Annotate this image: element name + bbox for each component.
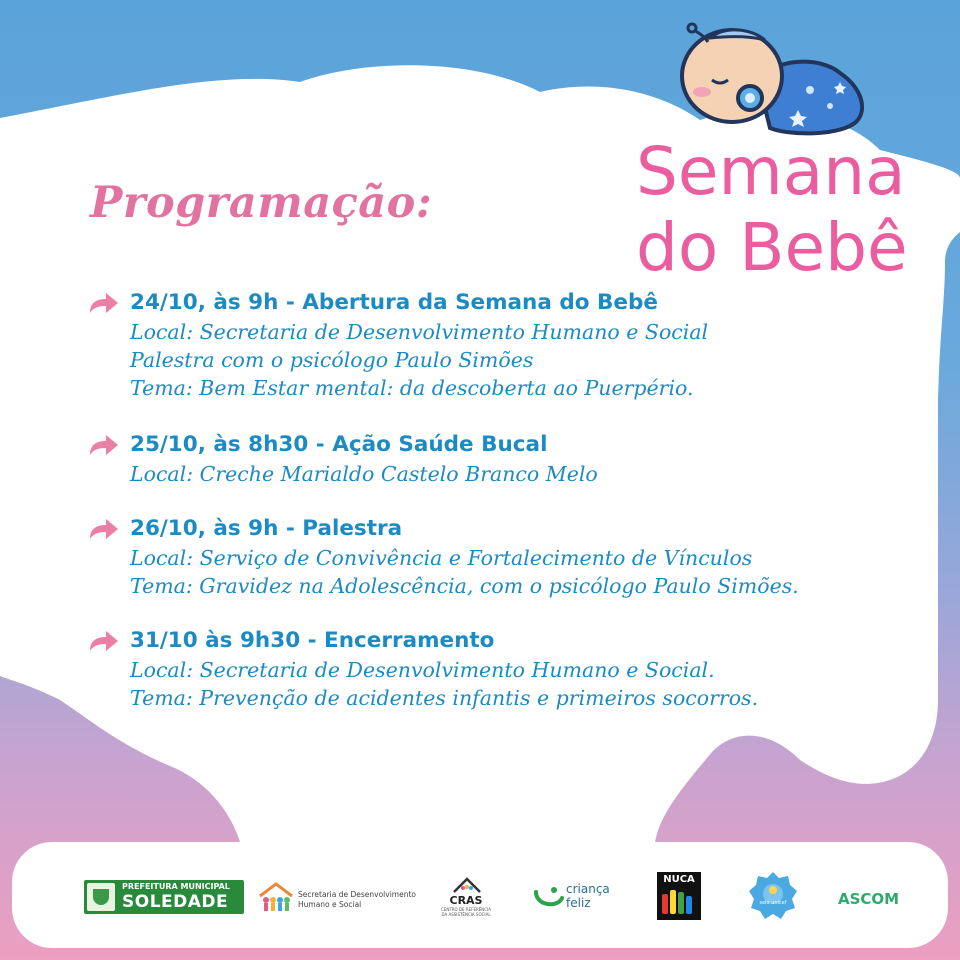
crianca-line-1: criança (566, 882, 610, 896)
event-heading: 24/10, às 9h - Abertura da Semana do Bebê (130, 290, 658, 315)
event-detail: Tema: Gravidez na Adolescência, com o psicólogo Paulo Simões. (130, 574, 799, 598)
footer-logos-bar (12, 842, 948, 948)
prefeitura-soledade-logo (84, 880, 244, 914)
sleeping-baby-illustration (680, 18, 880, 138)
crianca-feliz-logo (532, 880, 622, 914)
event-heading: 31/10 às 9h30 - Encerramento (130, 628, 495, 653)
house-icon (452, 876, 482, 894)
prefeitura-name: SOLEDADE (122, 892, 229, 912)
house-family-icon (258, 882, 294, 914)
cras-sub-2: DA ASSISTÊNCIA SOCIAL (441, 912, 491, 917)
event-detail: Local: Serviço de Convivência e Fortalecimento de Vínculos (130, 546, 753, 570)
cras-sub-1: CENTRO DE REFERÊNCIA (441, 907, 491, 912)
arrow-icon (88, 433, 120, 457)
nuca-label: NUCA (663, 874, 695, 885)
event-item (88, 514, 938, 600)
arrow-icon (88, 629, 120, 653)
coat-of-arms-icon (87, 883, 115, 911)
ascom-logo: ASCOM (838, 890, 900, 908)
selo-unicef-logo (748, 870, 798, 920)
event-heading: 26/10, às 9h - Palestra (130, 516, 403, 541)
crianca-feliz-text (566, 882, 610, 910)
event-detail: Tema: Prevenção de acidentes infantis e primeiros socorros. (130, 686, 759, 710)
event-detail: Local: Secretaria de Desenvolvimento Humano e Social. (130, 658, 715, 682)
brand-line-2: do Bebê (636, 209, 908, 286)
event-brand-title (636, 134, 936, 286)
selo-unicef-label: selo unicef (759, 900, 787, 906)
page-title: Programação: (90, 178, 433, 228)
crianca-line-2: feliz (566, 896, 591, 910)
nuca-logo (657, 872, 701, 920)
event-item (88, 626, 938, 712)
event-heading: 25/10, às 8h30 - Ação Saúde Bucal (130, 432, 548, 457)
cras-label: CRAS (449, 894, 483, 907)
cras-logo (436, 876, 496, 920)
seal-icon (748, 870, 798, 920)
hands-icon (659, 888, 699, 918)
event-item (88, 288, 938, 402)
secretaria-line-1: Secretaria de Desenvolvimento (298, 890, 416, 899)
event-detail: Tema: Bem Estar mental: da descoberta ao Puerpério. (130, 376, 694, 400)
prefeitura-label: PREFEITURA MUNICIPAL (122, 882, 230, 891)
secretaria-text (298, 890, 416, 910)
event-detail: Palestra com o psicólogo Paulo Simões (130, 348, 534, 372)
arrow-icon (88, 291, 120, 315)
event-detail: Local: Secretaria de Desenvolvimento Humano e Social (130, 320, 709, 344)
arrow-icon (88, 517, 120, 541)
secretaria-line-2: Humano e Social (298, 900, 362, 909)
cras-subtitle (430, 907, 502, 917)
secretaria-logo (258, 882, 418, 916)
brand-line-1: Semana (636, 133, 906, 210)
smile-icon (532, 884, 564, 910)
event-item (88, 430, 938, 488)
event-detail: Local: Creche Marialdo Castelo Branco Melo (130, 462, 598, 486)
